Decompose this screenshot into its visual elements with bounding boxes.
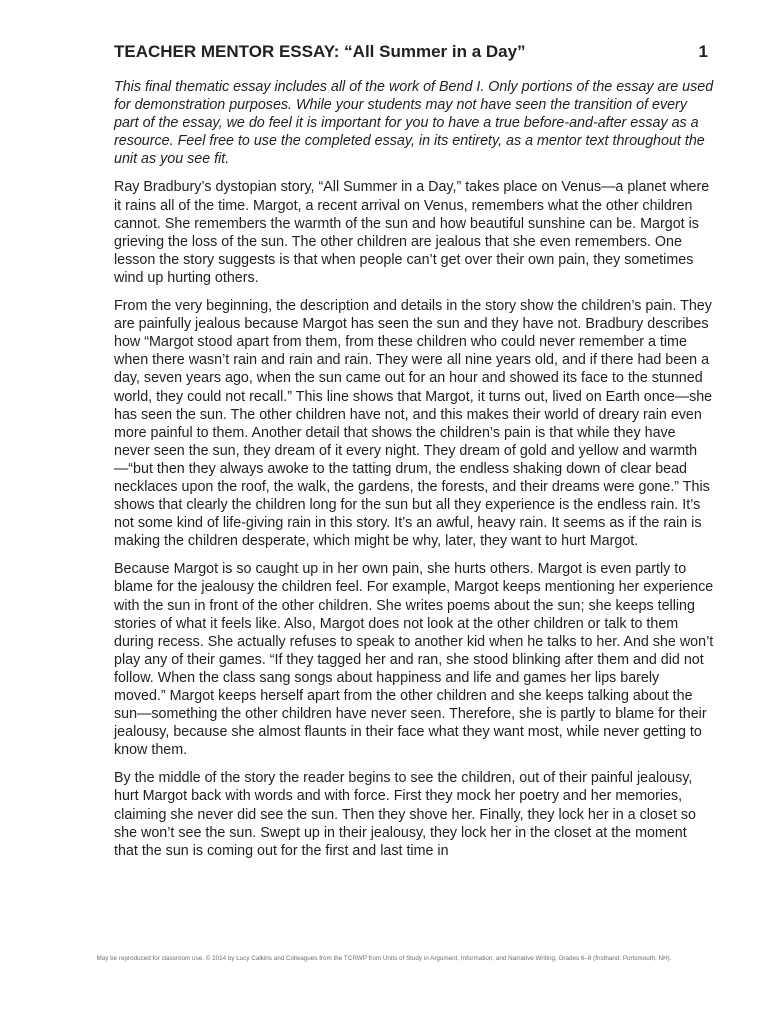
essay-paragraph-3: Because Margot is so caught up in her own pain, she hurts others. Margot is even partly to blame for the jealousy the children feel. For example, Margot keeps mentioning her experience with the sun in front of the other children. She writes poems about the sun; she keeps telling stories of what it feels like. Also, Margot does not look at the other children or talk to them during recess. She actually refuses to speak to another kid when he talks to her. And she won’t play any of their games. “If they tagged her and ran, she stood blinking after them and did not follow. When the class sang songs about happiness and life and games her lips barely moved.” Margot keeps herself apart from the other children and she keeps talking about the sun—something the other children have never seen. Therefore, she is partly to blame for their jealousy, because she almost flaunts in their face what they want most, while never getting to know them. [114, 561, 714, 759]
essay-body [114, 78, 714, 870]
copyright-footer: May be reproduced for classroom use. © 2014 by Lucy Calkins and Colleagues from the TCRWP from Units of Study in Argument, Information, and Narrative Writing, Grades 6–8 (firsthand: Portsmouth, NH). [96, 955, 672, 962]
essay-paragraph-2: From the very beginning, the description and details in the story show the children’s pain. They are painfully jealous because Margot has seen the sun and they have not. Bradbury describes how “Margot stood apart from them, from these children who could never remember a time when there wasn’t rain and rain and rain. They were all nine years old, and if there had been a day, seven years ago, when the sun came out for an hour and showed its face to the stunned world, they could not recall.” This line shows that Margot, it turns out, lived on Earth once—she has seen the sun. The other children have not, and this makes their world of dreary rain even more painful to them. Another detail that shows the children’s pain is that while they have never seen the sun, they dream of it every night. They dream of gold and yellow and warmth—“but then they always awoke to the tatting drum, the endless shaking down of clear bead necklaces upon the roof, the walk, the gardens, the forests, and their dreams were gone.” This shows that clearly the children long for the sun but all they experience is the endless rain. It’s not some kind of life-giving rain in this story. It’s an awful, heavy rain. It seems as if the rain is making the children desperate, which might be why, later, they want to hurt Margot. [114, 298, 713, 550]
essay-paragraph-1: Ray Bradbury’s dystopian story, “All Summer in a Day,” takes place on Venus—a planet where it rains all of the time. Margot, a recent arrival on Venus, remembers what the other children cannot. She remembers the warmth of the sun and how beautiful sunshine can be. Margot is grieving the loss of the sun. The other children are jealous that she even remembers. One lesson the story suggests is that when people can’t get over their own pain, they sometimes wind up hurting others. [114, 179, 710, 286]
essay-paragraph-4: By the middle of the story the reader begins to see the children, out of their painful jealousy, hurt Margot back with words and with force. First they mock her poetry and her memories, claiming she never did see the sun. Then they shove her. Finally, they lock her in a closet so she won’t see the sun. Swept up in their jealousy, they lock her in the closet at the moment that the sun is coming out for the first and last time in [114, 770, 696, 859]
page-header [114, 42, 708, 66]
essay-title: TEACHER MENTOR ESSAY: “All Summer in a Day” [114, 42, 526, 61]
page-number: 1 [698, 42, 708, 61]
intro-note: This final thematic essay includes all of the work of Bend I. Only portions of the essay are used for demonstration purposes. While your students may not have seen the transition of every part of the essay, we do feel it is important for you to have a true before-and-after essay as a resource. Feel free to use the completed essay, in its entirety, as a mentor text throughout the unit as you see fit. [114, 79, 714, 168]
